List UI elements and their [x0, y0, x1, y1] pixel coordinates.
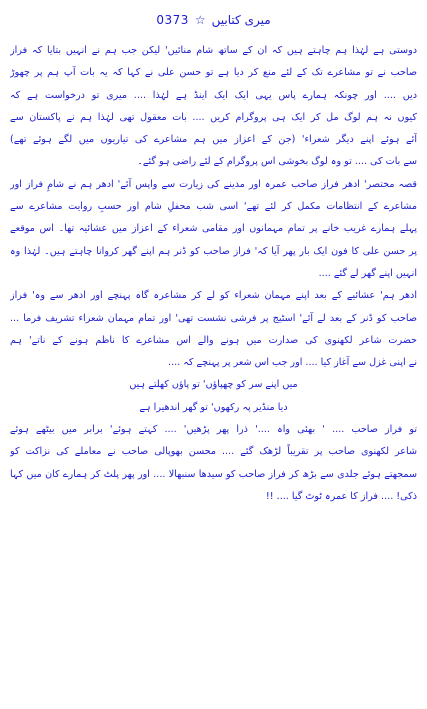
text-line: مشاعرے کے انتظامات مکمل کر لئے تھے' اسی شب محفلِ شام اور حسبِ روایت مشاعرے سے: [10, 201, 417, 213]
text-line: پہلے ہمارے غریب خانے پر تمام مہمانوں اور مقامی شعراء کے اعزاز میں عشائیہ تھا۔ اس موقعے: [10, 223, 417, 235]
text-line: صاحب کو ڈنر کے بعد لے آئے' اسٹیج پر فرشی نشست تھی' اور تمام مہمان شعراء تشریف فرما ...: [10, 312, 417, 324]
text-line: آئے ہوئے اپنے دیگر شعراء' (جن کے اعزاز میں ہم مشاعرے کی تیاریوں میں لگے ہوئے تھے): [10, 134, 417, 146]
text-line: ادھر ہم' عشائیے کے بعد اپنے مہمان شعراء کو لے کر مشاعرہ گاہ پہنچے اور ادھر سے وہ' فراز: [10, 290, 417, 302]
text-line: کیوں نہ ہم لوگ مل کر ایک ہی پروگرام کریں .... بات معقول تھی لہٰذا ہم نے پاکستان سے: [10, 111, 417, 123]
text-line: دیں .... اور چونکہ ہمارے پاس یہی ایک ایک اینڈ ہے لہٰذا .... میری تو درخواست ہے کہ: [10, 89, 417, 101]
text-line: دوستی ہے لہٰذا ہم چاہتے ہیں کہ ان کے ساتھ شام منائیں' لیکن جب ہم نے انہیں بتایا کہ فراز: [10, 45, 417, 56]
text-line: سمجھتے ہوئے جلدی سے بڑھ کر فراز صاحب کو سیدھا سنبھالا .... اور پھر پلٹ کر ہمارے کان میں کہا: [10, 468, 417, 480]
poem-line: میں اپنے سر کو چھپاؤں' تو پاؤں کھلتے ہیں: [129, 379, 298, 391]
text-line: قصہ مختصر' ادھر فراز صاحب عمرہ اور مدینے کی زیارت سے واپس آئے' ادھر ہم نے شامِ فراز اور: [10, 178, 417, 190]
body-text: [10, 40, 417, 508]
star-icon: ☆: [194, 13, 206, 27]
text-line: شاعر لکھنوی صاحب پر تقریباً لڑھک گئے .... محسن بھوپالی صاحب نے معاملے کی نزاکت کو: [10, 446, 417, 458]
text-line: تو فراز صاحب .... ' بھئی واہ ....' ذرا پھر پڑھیں' .... کہتے ہوئے' برابر میں بیٹھے ہوئے: [10, 424, 417, 436]
text-line: پر حسن علی کا فون ایک بار پھر آیا کہ' فراز صاحب کو ڈنر ہم اپنے گھر کروانا چاہتے ہیں۔ لہٰذا وہ: [10, 245, 417, 257]
text-line: ذکی! .... فراز کا عمرہ ٹوٹ گیا .... !!: [265, 490, 417, 502]
page-number: 0373: [156, 13, 189, 27]
text-line: حضرت شاعر لکھنوی کی صدارت میں ہونے والے اس مشاعرے کا ناظم ہونے کے ناتے' ہم: [10, 334, 417, 346]
text-line: سے بات کی .... تو وہ لوگ بخوشی اس پروگرام کے لئے راضی ہو گئے۔: [137, 156, 417, 168]
poem-line: دیا منڈیر پہ رکھوں' تو گھر اندھیرا ہے: [139, 401, 288, 413]
text-line: انہیں اپنے گھر لے گئے ....: [318, 267, 417, 279]
text-line: صاحب نے تو مشاعرے تک کے لئے منع کر دیا ہے تو حسن علی نے کہا کہ یہ بات آپ ہم پر چھوڑ: [10, 67, 417, 79]
text-line: نے اپنی غزل سے آغاز کیا .... اور جب اس شعر پر پہنچے کہ ....: [168, 357, 417, 369]
book-title: میری کتابیں: [211, 13, 271, 27]
page-header: [0, 10, 427, 30]
